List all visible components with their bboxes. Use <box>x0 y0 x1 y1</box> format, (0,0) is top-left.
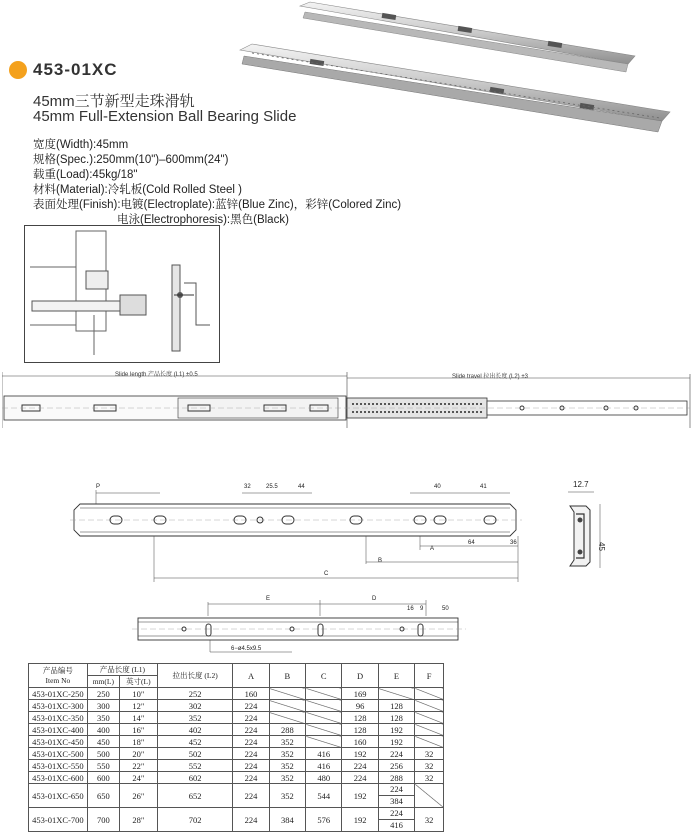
cell-c <box>306 712 342 724</box>
cell-item: 453-01XC-650 <box>29 784 88 808</box>
cell-e: 128 <box>378 700 414 712</box>
spec-material: 材料(Material):冷轧板(Cold Rolled Steel ) <box>33 184 242 196</box>
cell-b: 384 <box>269 808 305 832</box>
cell-travel: 602 <box>157 772 232 784</box>
cell-c: 544 <box>306 784 342 808</box>
dim-b: B <box>378 558 383 564</box>
slide-travel-label: Slide travel 拉出长度 (L2) ±3 <box>452 374 528 380</box>
cell-item: 453-01XC-600 <box>29 772 88 784</box>
table-row <box>29 784 444 808</box>
header-f: F <box>415 664 444 688</box>
cell-inch: 16" <box>119 724 157 736</box>
cell-item: 453-01XC-550 <box>29 760 88 772</box>
header-item-no-cn: 产品编号 <box>42 665 73 675</box>
cell-c: 576 <box>306 808 342 832</box>
header-inch: 英寸(L) <box>119 676 157 688</box>
cell-item: 453-01XC-500 <box>29 748 88 760</box>
cell-travel: 402 <box>157 724 232 736</box>
header-d: D <box>342 664 378 688</box>
cell-d: 160 <box>342 736 378 748</box>
cell-travel: 452 <box>157 736 232 748</box>
cell-d: 224 <box>342 760 378 772</box>
cell-mm: 300 <box>87 700 119 712</box>
cell-item: 453-01XC-350 <box>29 712 88 724</box>
cell-inch: 18" <box>119 736 157 748</box>
cell-travel: 302 <box>157 700 232 712</box>
cell-e: 256 <box>378 760 414 772</box>
table-header-row <box>29 664 444 676</box>
cell-mm: 500 <box>87 748 119 760</box>
cell-inch: 14" <box>119 712 157 724</box>
cell-travel: 552 <box>157 760 232 772</box>
spec-finish: 表面处理(Finish):电镀(Electroplate):蓝锌(Blue Zinc)，彩锌(Colored Zinc) <box>33 199 402 211</box>
cell-a: 224 <box>233 736 269 748</box>
cell-a: 224 <box>233 808 269 832</box>
cell-c <box>306 688 342 700</box>
cell-a: 224 <box>233 700 269 712</box>
cell-b <box>269 700 305 712</box>
header-b: B <box>269 664 305 688</box>
cell-f <box>415 688 444 700</box>
dim-40: 40 <box>434 484 441 490</box>
cell-b: 352 <box>269 784 305 808</box>
header-item-no <box>29 664 88 688</box>
cell-c <box>306 724 342 736</box>
dim-9: 9 <box>420 606 424 612</box>
header-e: E <box>378 664 414 688</box>
cell-f: 32 <box>415 748 444 760</box>
cell-d: 192 <box>342 808 378 832</box>
header-c: C <box>306 664 342 688</box>
cell-mm: 350 <box>87 712 119 724</box>
cell-d: 96 <box>342 700 378 712</box>
dim-a: A <box>430 546 435 552</box>
dim-e: E <box>266 596 271 602</box>
cell-f: 32 <box>415 772 444 784</box>
cell-d: 128 <box>342 724 378 736</box>
cell-d: 192 <box>342 748 378 760</box>
cell-a: 224 <box>233 760 269 772</box>
cross-section-drawing <box>564 490 614 580</box>
cell-mm: 550 <box>87 760 119 772</box>
cell-c <box>306 736 342 748</box>
header-a: A <box>233 664 269 688</box>
cell-travel: 502 <box>157 748 232 760</box>
inner-member-drawing <box>132 598 468 656</box>
cell-travel: 352 <box>157 712 232 724</box>
cell-mm: 700 <box>87 808 119 832</box>
cell-e-value: 224 <box>390 808 403 818</box>
header-mm: mm(L) <box>87 676 119 688</box>
outer-member-drawing <box>70 490 532 590</box>
cell-a: 224 <box>233 772 269 784</box>
dim-36: 36 <box>510 540 517 546</box>
cell-e-value: 416 <box>379 819 414 831</box>
cell-inch: 22" <box>119 760 157 772</box>
dim-p: P <box>96 484 101 490</box>
cell-travel: 652 <box>157 784 232 808</box>
cell-f <box>415 724 444 736</box>
cell-e-value: 224 <box>390 784 403 794</box>
header-length: 产品长度 (L1) <box>87 664 157 676</box>
cell-item: 453-01XC-300 <box>29 700 88 712</box>
cell-d: 224 <box>342 772 378 784</box>
title-english: 45mm Full-Extension Ball Bearing Slide <box>33 108 297 125</box>
table-row <box>29 700 444 712</box>
spec-load: 载重(Load):45kg/18" <box>33 169 138 181</box>
cell-a: 160 <box>233 688 269 700</box>
cell-e: 192 <box>378 736 414 748</box>
dim-c: C <box>324 571 329 577</box>
cell-f <box>415 712 444 724</box>
dim-25-5: 25.5 <box>266 484 278 490</box>
dim-d: D <box>372 596 377 602</box>
dim-16: 16 <box>407 606 414 612</box>
cell-c: 416 <box>306 748 342 760</box>
cell-f: 32 <box>415 760 444 772</box>
cell-b: 352 <box>269 760 305 772</box>
cell-inch: 20" <box>119 748 157 760</box>
cell-b <box>269 712 305 724</box>
dim-45: 45 <box>596 542 606 551</box>
cell-a: 224 <box>233 712 269 724</box>
dim-12-7: 12.7 <box>573 480 589 489</box>
cell-b: 352 <box>269 772 305 784</box>
cell-e <box>378 688 414 700</box>
cell-e-value: 384 <box>379 795 414 807</box>
header-item-no-en: Item No <box>45 675 71 685</box>
table-row <box>29 712 444 724</box>
cell-d: 128 <box>342 712 378 724</box>
cell-mm: 250 <box>87 688 119 700</box>
cell-f <box>415 700 444 712</box>
cell-mm: 600 <box>87 772 119 784</box>
table-row <box>29 808 444 832</box>
cell-e <box>378 808 414 832</box>
hole-note: 6−ø4.5x9.5 <box>231 646 262 652</box>
cell-item: 453-01XC-250 <box>29 688 88 700</box>
cell-d: 192 <box>342 784 378 808</box>
cell-f <box>415 736 444 748</box>
dim-32: 32 <box>244 484 251 490</box>
cell-inch: 26" <box>119 784 157 808</box>
table-row <box>29 760 444 772</box>
cell-c <box>306 700 342 712</box>
cell-e: 128 <box>378 712 414 724</box>
cell-f <box>415 784 444 808</box>
title-chinese: 45mm三节新型走珠滑轨 <box>33 93 195 110</box>
cell-b: 352 <box>269 748 305 760</box>
cell-item: 453-01XC-400 <box>29 724 88 736</box>
size-table <box>28 663 444 832</box>
table-row <box>29 688 444 700</box>
model-bullet <box>9 61 27 79</box>
cell-b: 352 <box>269 736 305 748</box>
cell-c: 480 <box>306 772 342 784</box>
spec-electrophoresis: 电泳(Electrophoresis):黑色(Black) <box>117 214 289 226</box>
table-row <box>29 736 444 748</box>
cell-a: 224 <box>233 784 269 808</box>
cell-travel: 702 <box>157 808 232 832</box>
cell-mm: 450 <box>87 736 119 748</box>
cell-f: 32 <box>415 808 444 832</box>
spec-width: 宽度(Width):45mm <box>33 139 129 151</box>
cell-item: 453-01XC-700 <box>29 808 88 832</box>
table-row <box>29 724 444 736</box>
dim-64: 64 <box>468 540 475 546</box>
dim-50: 50 <box>442 606 449 612</box>
cell-mm: 650 <box>87 784 119 808</box>
cell-e: 288 <box>378 772 414 784</box>
cell-inch: 28" <box>119 808 157 832</box>
model-number: 453-01XC <box>33 60 118 79</box>
dim-41: 41 <box>480 484 487 490</box>
slide-length-label: Slide length 产品长度 (L1) ±0.5 <box>115 372 198 378</box>
installation-detail <box>24 225 220 363</box>
cell-d: 169 <box>342 688 378 700</box>
cell-b <box>269 688 305 700</box>
cell-e <box>378 784 414 808</box>
cell-item: 453-01XC-450 <box>29 736 88 748</box>
cell-inch: 10" <box>119 688 157 700</box>
product-photo <box>230 0 700 140</box>
cell-travel: 252 <box>157 688 232 700</box>
table-row <box>29 748 444 760</box>
cell-c: 416 <box>306 760 342 772</box>
cell-b: 288 <box>269 724 305 736</box>
cell-inch: 12" <box>119 700 157 712</box>
cell-e: 224 <box>378 748 414 760</box>
header-travel: 拉出长度 (L2) <box>157 664 232 688</box>
cell-a: 224 <box>233 724 269 736</box>
dim-44: 44 <box>298 484 305 490</box>
table-row <box>29 772 444 784</box>
cell-mm: 400 <box>87 724 119 736</box>
cell-inch: 24" <box>119 772 157 784</box>
cell-a: 224 <box>233 748 269 760</box>
spec-size: 规格(Spec.):250mm(10")–600mm(24") <box>33 154 229 166</box>
assembly-drawing <box>2 368 692 433</box>
cell-e: 192 <box>378 724 414 736</box>
